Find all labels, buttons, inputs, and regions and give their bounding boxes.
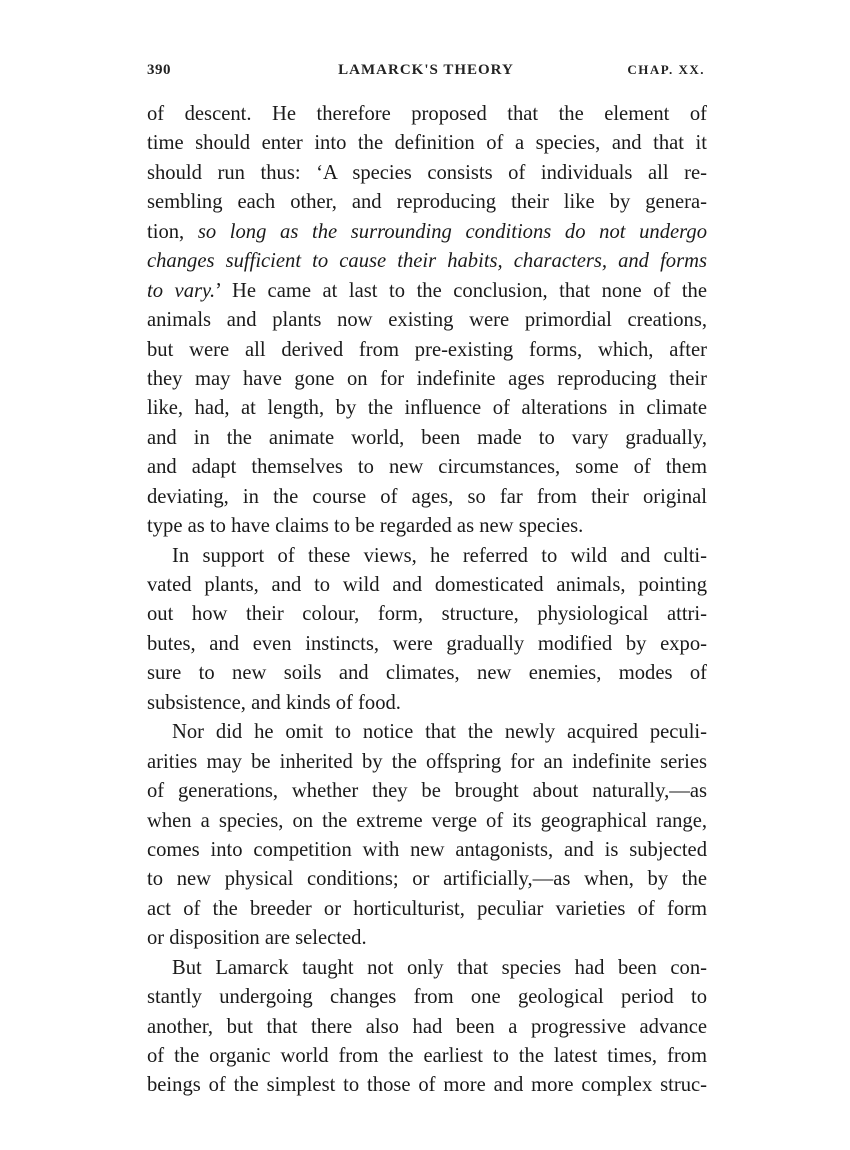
text-line bbox=[147, 1071, 707, 1100]
text-segment: time should enter into the definition of a species, and that it bbox=[147, 132, 707, 155]
text-line bbox=[147, 807, 707, 836]
text-segment: to vary. bbox=[147, 279, 216, 302]
text-segment: of generations, whether they be brought about naturally,—as bbox=[147, 780, 707, 803]
paragraph bbox=[147, 718, 707, 954]
text-segment: so long as the surrounding conditions do not undergo bbox=[197, 220, 707, 243]
text-segment: In support of these views, he referred to wild and culti- bbox=[172, 544, 707, 567]
page-body bbox=[147, 100, 707, 1101]
text-segment: beings of the simplest to those of more and more complex struc- bbox=[147, 1074, 707, 1097]
running-title: LAMARCK'S THEORY bbox=[338, 62, 514, 78]
text-segment: but were all derived from pre-existing forms, which, after bbox=[147, 338, 707, 361]
text-line bbox=[147, 306, 707, 335]
text-segment: and in the animate world, been made to vary gradually, bbox=[147, 426, 707, 449]
paragraph bbox=[147, 100, 707, 542]
text-segment: vated plants, and to wild and domesticated animals, pointing bbox=[147, 574, 707, 596]
text-line bbox=[147, 394, 707, 423]
text-segment: tion, bbox=[147, 220, 198, 243]
text-segment: when a species, on the extreme verge of its geographical range, bbox=[147, 809, 707, 832]
text-line bbox=[147, 983, 707, 1012]
text-line bbox=[147, 218, 707, 247]
text-segment: sembling each other, and reproducing their like by genera- bbox=[147, 191, 707, 214]
text-line bbox=[147, 365, 707, 394]
text-line bbox=[147, 895, 707, 924]
text-segment: butes, and even instincts, were gradually modified by expo- bbox=[147, 632, 707, 655]
text-line bbox=[147, 512, 707, 541]
text-segment: sure to new soils and climates, new enemies, modes of bbox=[147, 662, 707, 685]
text-segment: type as to have claims to be regarded as new species. bbox=[147, 515, 584, 538]
page-number: 390 bbox=[147, 62, 171, 78]
text-segment: arities may be inherited by the offspring for an indefinite series bbox=[147, 750, 707, 773]
text-segment: out how their colour, form, structure, physiological attri- bbox=[147, 603, 707, 626]
text-line bbox=[147, 630, 707, 659]
text-line bbox=[147, 129, 707, 158]
text-segment: Nor did he omit to notice that the newly acquired peculi- bbox=[172, 721, 707, 744]
text-line bbox=[147, 247, 707, 276]
text-line bbox=[147, 159, 707, 188]
text-segment: comes into competition with new antagonists, and is subjected bbox=[147, 838, 707, 861]
text-line bbox=[147, 954, 707, 983]
text-line bbox=[147, 542, 707, 571]
text-line bbox=[147, 836, 707, 865]
text-line bbox=[147, 188, 707, 217]
text-line bbox=[147, 336, 707, 365]
text-line bbox=[147, 777, 707, 806]
text-segment: they may have gone on for indefinite ages reproducing their bbox=[147, 367, 707, 390]
text-line bbox=[147, 100, 707, 129]
text-line bbox=[147, 600, 707, 629]
text-segment: deviating, in the course of ages, so far from their original bbox=[147, 485, 707, 508]
text-line bbox=[147, 453, 707, 482]
text-segment: or disposition are selected. bbox=[147, 927, 367, 950]
chapter-label: CHAP. XX. bbox=[627, 62, 705, 77]
text-line bbox=[147, 865, 707, 894]
paragraph bbox=[147, 542, 707, 719]
text-line bbox=[147, 424, 707, 453]
text-segment: like, had, at length, by the influence of alterations in climate bbox=[147, 397, 707, 420]
text-segment: changes sufficient to cause their habits, characters, and forms bbox=[147, 250, 707, 273]
text-line bbox=[147, 718, 707, 747]
running-header bbox=[147, 62, 705, 86]
text-segment: to new physical conditions; or artificially,—as when, by the bbox=[147, 868, 707, 891]
text-segment: stantly undergoing changes from one geological period to bbox=[147, 986, 707, 1009]
text-line bbox=[147, 1042, 707, 1071]
text-segment: subsistence, and kinds of food. bbox=[147, 691, 401, 714]
text-segment: another, but that there also had been a progressive advance bbox=[147, 1015, 707, 1038]
text-line bbox=[147, 924, 707, 953]
text-segment: But Lamarck taught not only that species had been con- bbox=[172, 956, 707, 979]
text-line bbox=[147, 748, 707, 777]
text-segment: act of the breeder or horticulturist, peculiar varieties of form bbox=[147, 897, 707, 920]
text-segment: animals and plants now existing were primordial creations, bbox=[147, 309, 707, 332]
text-segment: should run thus: ‘A species consists of individuals all re- bbox=[147, 161, 707, 184]
text-segment: and adapt themselves to new circumstances, some of them bbox=[147, 456, 707, 479]
text-line bbox=[147, 483, 707, 512]
text-segment: of descent. He therefore proposed that the element of bbox=[147, 103, 707, 125]
text-line bbox=[147, 1013, 707, 1042]
text-line bbox=[147, 571, 707, 600]
paragraph bbox=[147, 954, 707, 1101]
text-segment: ’ He came at last to the conclusion, that none of the bbox=[215, 279, 707, 302]
text-line bbox=[147, 659, 707, 688]
text-segment: of the organic world from the earliest to the latest times, from bbox=[147, 1045, 707, 1067]
text-line bbox=[147, 689, 707, 718]
text-line bbox=[147, 277, 707, 306]
